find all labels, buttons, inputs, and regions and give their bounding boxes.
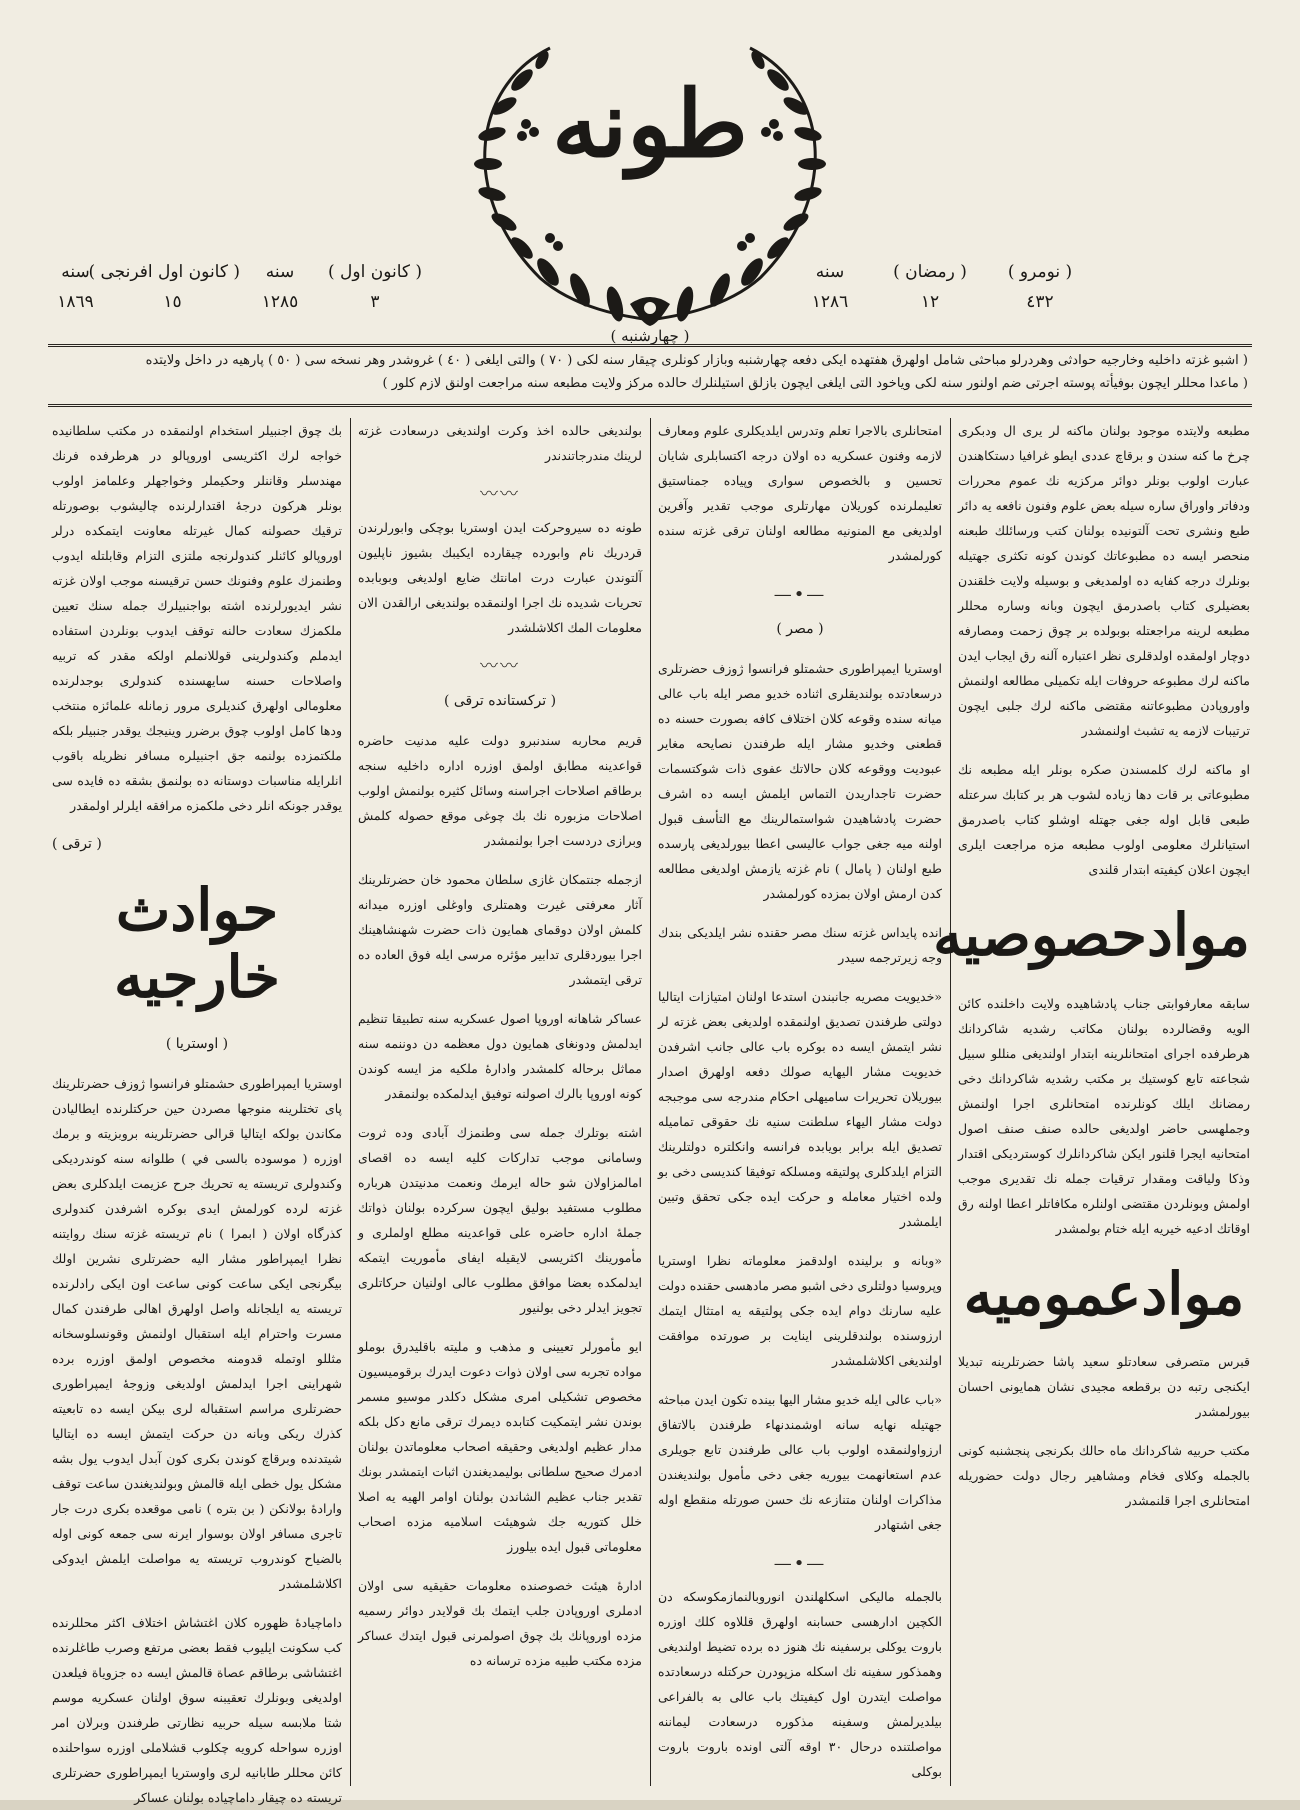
dateline-rumi-month-label: ( كانون اول ) bbox=[327, 262, 423, 282]
weekday: ( چهارشنبه ) bbox=[610, 327, 690, 345]
dateline-rumi-month bbox=[320, 262, 430, 322]
article-paragraph: امتحانلرى بالاجرا تعلم وتدرس ايلديكلرى علوم ومعارف لازمه وفنون عسكريه ده اولان درجه اكتسابلرى شايان تحسين و بالخصوص سوارى وپياده جمناستيق تعليملرنده كوريلان مهارتلرى موجب تقدير وآفرين اولديغى مع المنونيه مطالعه اولنان ترقى غزته سنده كورلمشدر bbox=[658, 423, 942, 563]
section-heading: موادعموميه bbox=[963, 1259, 1245, 1328]
masthead-title: طونه bbox=[552, 70, 748, 178]
dateline-gregorian-month bbox=[88, 262, 240, 322]
article-paragraph: قبرس متصرفى سعادتلو سعيد پاشا حضرتلرينه تبديلا ايكنجى رتبه دن برقطعه مجيدى نشان همايونى احسان بيورلمشدر bbox=[958, 1354, 1250, 1420]
dateline-gregorian-year-label: سنه bbox=[61, 262, 90, 282]
article-paragraph: ازجمله جنتمكان غازى سلطان محمود خان حضرتلرينك آثار معرفتى غيرت وهمتلرى واوغلى اوزره ميدانه كلمش اولان دوقماى همايون ذات حضرت شهنشاهينك اجرا بيوردقلرى تدابير مؤثره مرسى ايله فوق العاده ده ترقى ايتمشدر bbox=[358, 872, 642, 987]
divider-ornament: 〰〰 bbox=[480, 656, 520, 677]
article-heading: ( مصر ) bbox=[776, 621, 824, 637]
column-1 bbox=[933, 418, 1250, 1786]
article-paragraph: بولنديغى حالده اخذ وكرت اولنديغى درسعادت غزته لرينك مندرجاتندندر bbox=[358, 423, 642, 463]
divider-ornament: —•— bbox=[773, 584, 827, 605]
notice-rule bbox=[48, 404, 1252, 407]
column-divider bbox=[650, 418, 651, 1786]
article-paragraph: «باب عالى ايله خديو مشار اليها بينده تكون ايدن مباحثه جهتيله نهايه سانه اوشمندنهاء طرفندن بالاتفاق ارزواولنمقده اولوب باب عالى طرفندن تابع جويلرى عدم استعانهمت بيوريه جغى دخى مأمول بولنديغندن مذاكرات اولنان متنازعه نك حسن صورتله منقطع اوله جغى اشتهادر bbox=[658, 1392, 942, 1532]
article-paragraph: ادارهٔ هيئت خصوصنده معلومات حقيقيه سى اولان ادملرى اوروپادن جلب ايتمك بك قولايدر دوائر رسميه مزده اوروپانك بك چوق اصولمرنى قبول ايتدك عساكر مزده مكتب طبيه مزده ترسانه ده bbox=[358, 1578, 642, 1668]
article-paragraph: «خديويت مصريه جانبندن استدعا اولنان امتيازات ايتاليا دولتى طرفندن تصديق اولنمقده اولديغى بعض غزته لر نشر ايتمش ايسه ده بوكره باب عالى جانب اشرفدن خديويت مشار اليهايه صولك دفعه اولهرق اصدار بيوريلان تحريرات ساميهلى احكام مندرجه سى موجبجه دولت مشار اليهاء سلطنت سنيه نك حقوقى تماميله تصديق ايله برابر بويابده فرانسه وانكلتره دولتلرينك التزام ايلدكلرى پولتيقه ومسلكه توفيقا كنديسى دخى بو ولده اختيار معامله و حركت ايده جكى تحقق وتبين ايلمشدر bbox=[658, 989, 942, 1229]
dateline-rumi-day: ٣ bbox=[370, 292, 380, 312]
column-4 bbox=[52, 418, 342, 1806]
article-paragraph: بك چوق اجنبيلر استخدام اولنمقده در مكتب سلطانيده خواجه لرك اكثريسى اوروپالو در هرطرفده فرنك مهندسلر وقاننلر وحكيملر وخواجهلر وعلمامز اولوب بونلر هركون درجهٔ اقتدارلرنده چاليشوب بوصورتله ترقيك حصولنه كمال غيرتله معاونت ايتمكده درلر اوروپالو كائنلر كندولرنجه ملتزى التزام وقابلتله ايدوب وطنمزك علوم وفنونك حسن ترقيسنه موجب اولان غزته نشر ايديورلرنده اشته بواجنبيلرك جمله سنك تعيين ملكمزك سعادت حالنه توقف ايدوب بونلردن استفاده ايدملم وكندولرينى قوللانملم اولكه مقدر كه تربيه واصلاحات حسنه سايهسنده كندولرى بوجدلرنده معلومالى اولهرق كنديلرى مرور زمانله علمائزه منتخب ودها كامل اولوب چوق برضرر وينيجك يوقدر جنبيلر بلكه ملكتمزده بولنمه جق اجنبيلره مسافر نظريله باقوب انلرايله مناسبات دوستانه ده بولنمق بشقه ده فايده سى يوقدر جونكه انلر دخى ملكمزه مرافقه ايلرلر اولمقدر bbox=[52, 423, 342, 813]
column-3 bbox=[358, 418, 642, 1786]
article-paragraph: طونه ده سيروحركت ايدن اوستريا بوچكى وابورلرندن قردريك نام وابورده چيقارده ايكيبك بشيوز ناپليون آلتوندن عبارت درت امانتك ضايع اولديغى وبوبابده تحريات شديده نك اجرا اولنمقده بولنديغى ارالقدن الان معلومات المك اكلاشلشدر bbox=[358, 520, 642, 635]
article-heading: ( تركستانده ترقى ) bbox=[443, 693, 557, 709]
article-paragraph: مكتب حربيه شاكردانك ماه حالك بكرنجى پنجشنبه كونى بالجمله وكلاى فخام ومشاهير رجال دولت حضوريله امتحانلرى اجرا قلنمشدر bbox=[958, 1443, 1250, 1509]
article-paragraph: اشته بوتلرك جمله سى وطنمزك آبادى وده ثروت وسامانى موجب تدارکات كليه ايسه ده اقصاى امالمزاولان شو حاله ايرمك ونعمت مدنيتدن هرباره مطلوب مستفيد بوليق ايچون سركرده بولنان ذواتك جملهٔ اداره حاضره على قواعدينه مطلع اولملرى و مأمورينك اكثريسى لايقيله ايفاى مأموريت ايتمكه ايدلمكده بعضا موافق مطلوب عالى اولنيان حركاتلرى تجويز ايدلر دخى بولنيور bbox=[358, 1125, 642, 1315]
article-paragraph: قريم محاربه سندنبرو دولت عليه مدنيت حاضره قواعدينه مطابق اولمق اوزره اداره داخليه سنجه برطاقم اصلاحات اجراسنه وسائل كثيره بولنمش اولوب اصلاحات مزبوره نك بك چوغى موقع حصوله كلمش وبرازى دردست اجرا بولنمشدر bbox=[358, 733, 642, 848]
dateline-hijri-month bbox=[885, 262, 975, 322]
dateline-gregorian-month-label: ( كانون اول افرنجى ) bbox=[88, 262, 240, 282]
dateline-number-label: ( نومرو ) bbox=[1007, 262, 1073, 282]
article-heading: ( اوستريا ) bbox=[165, 1036, 229, 1053]
dateline-gregorian-day: ١٥ bbox=[163, 292, 182, 312]
subscription-notice-line1: ( اشبو غزته داخليه وخارجيه حوادثى وهردرلو مباحثى شامل اولهرق هفتهده ايكى دفعه چهارشنبه وبازار كونلرى چيقار سنه لكى ( ٧٠ ) والتى ايلغى ( ٤٠ ) غروشدر وهر نسخه سى ( ٥٠ ) پارهيه در داخل ولايتده bbox=[145, 353, 1248, 368]
article-paragraph: اوستريا ايمپراطورى حشمتلو فرانسوا ژوزف حضرتلرينك پاى تختلرينه منوجها مصردن حين حركتلرنده ايطاليادن مكاندن بولكه ايتاليا قرالى حضرتلرينه بروبزيته و برمك اوزره ( موسوده بالسى في ) طلوانه سنه كوندرديكى وكندولرى تريسته يه تحريك جرح عزيمت ايلدكلرى بعض غزته لرده كورلمش ايدى بوكره اشرفدن كندولرى كذرگاه اولان ( ابمرا ) نام تريسته غزته سنك روايتنه نظرا ايمپراطور مشار اليه حضرتلرى نشرين اولك بيگرنجى ايكى ساعت كونى ساعت اون ايكى رادلرنده تريسته يه ايلجانله واصل اولهرق اهالى طرفندن كمال مسرت واحترام ايله استقبال اولنمش وقونسلوسخانه مثللو اوتمله قدومنه مخصوص اولمق اوزره برده شهراينى اجرا ايدلمش اولديغى وزوجهٔ ايمپراطورى حضرتلرى مراسم استقباله لرى بيكن ايسه ده تابعيته كذرك ريكى وبانه دن حركت ايتمش ايسه ده ايتاليا شيتدنده وبرقاچ كوندن بكرى كون آبدل ايدوب يول بشه مشكل يول خطى ايله قالمش وبولنديغندن ساعت توقف وارادهٔ بولانكن ( بن بتره ) نامى موقعده بكرى درت جار تاجرى مسافر اولان بوسوار ايرنه سى جمعه كونى اوله بالضياح كوندروب تريسته يه مواصلت ايلمش ايدوكى اكلاشلمشدر bbox=[52, 1076, 342, 1592]
dateline-hijri-year-value: ١٢٨٦ bbox=[811, 292, 849, 312]
article-paragraph: داماچيادهٔ ظهوره كلان اغتشاش اختلاف اكثر محللرنده كب سكونت ايليوب فقط بعضى مرتفع وصرب طاغلرنده اغتشاشى برطاقم عصاة قالمش ايسه ده جزوياة فيلعدن اولديغى وبونلرك تعقيبنه سوق اولنان عسكريه موسم شتا ملابسه سيله حربيه نظارتى طرفندن وبرلان امر اوزره سواحله كرويه چكلوب قشلاملى اوزره سواحلنده كائن محللر طابانيه لرى واوستريا ايمپراطورى حضرتلرى تريسته ده چيقار داماچياده بولنان عساكر bbox=[52, 1615, 342, 1806]
article-paragraph: بالجمله ماليكى اسكلهلندن انوروبالنمازمكوسكه دن الكچين ادارهسى حسابنه اولهرق قللاوه كلك اوزره باروت يوكلى برسفينه نك هنوز ده برده تضيط اولنديغى وهمذكور سفينه نك اسكله مزپودرن حركتله درسعادتده مواصلت ايتدرن اول كيفيتك باب عالى به بالفراعى بيلديرلمش وسفينه مذكوره درسعادت ليماننه مواصلتنده درحال ٣٠ اوقه آلتى اونده باروت باروت بوكلى bbox=[658, 1589, 942, 1779]
dateline-number bbox=[995, 262, 1085, 322]
article-paragraph: مطبعه ولايتده موجود بولنان ماكنه لر يرى ال ودبكرى چرخ ما كنه سندن و برقاچ عددى ايطو غرافيا دستكاهندن عبارت اولوب بونلر دوائر مركزيه نك عموم محررات ودفاتر واوراق ساره سيله بعض علوم وفنون نافعه يه دائر طبع ونشرى تحت آلتونيده بولنان كتب ورسائلك طبعنه منحصر ايسه ده مطبوعاتك كوندن كونه تكثرى جهتيله بونلرك درجه كفايه ده اولمديغى و بوسيله ولايت خلقندن بعضيلرى كتاب باصدرمق ايچون وبانه وساره محللر مطبعه لرينه مراجعتله بوبولده بر چوق زحمت ومصارفه دوچار اولمقده اولدقلرى نظر اعتباره آلنه رق ايجاب ايدن ماكنه لرك مطبوعه حروفات ايله تكميلى مطالعه اولنمش واوروپادن مطبوعاتنه مقتضى ماكنه لرك جلبى ايچون ترتيبات لازمه يه تشبث اولنمشدر bbox=[958, 423, 1250, 738]
column-2 bbox=[658, 418, 942, 1786]
subscription-notice-line2: ( ماعدا محللر ايچون بوفيأته پوسته اجرتى ضم اولنور سنه لكى وياخود التى ايلغى ايچون بازلق استيلنلرك حالده مركز ولايت مطبعه سنه مراجعت اولنق لازم كلور ) bbox=[382, 376, 1248, 391]
divider-ornament: 〰〰 bbox=[480, 484, 520, 505]
article-paragraph: عساكر شاهانه اوروپا اصول عسكريه سنه تطبيقا تنظيم ايدلمش ودونغاى همايون دول معظمه دن دوننمه سنه مماثل برحاله كلمشدر وادارهٔ ملكيه مز ايسه كوندن كونه اوروپا بالرك اصولنه توفيق ايدلمكده بولنمقدر bbox=[358, 1011, 642, 1101]
section-heading: موادحصوصيه bbox=[933, 901, 1250, 969]
article-paragraph: سابقه معارفوابتى جناب پادشاهيده ولايت داخلنده كائن الويه وقضالرده بولنان مكاتب رشديه شاكردانك هرطرفده اجراى امتحانلرينه ابتدار اولنديغى منللو سبيل شجاعته تابع كوستيك بر مكتب رشديه شاكردانك دخى رمضانك ايلك كونلرنده امتحانلرى اجرا اولنمش وجملهسى حاضر اولديغى حالده صنف صنف اصول امتحانيه ايجرا قلنور ايكن شاكردانلرك كوسترديكى اقتدار وذكا ولياقت ومقدار ترقيات جمله نك تقديرى موجب اولمش وبونلردن مقتضى اولنلره مكافاتلر اعطا اولنه رق اوقاتك ادعيه خيريه ايله ختام بولمشدر bbox=[958, 995, 1250, 1236]
article-paragraph: «وبانه و برلينده اولدقمز معلوماته نظرا اوستريا وپروسيا دولتلرى دخى اشبو مصر مادهسى حقنده دولت عليه سارنك دوام ايده جكى پولتيقه يه امتثال ايتمك ارزوسنده بولندقلرينى اينايت بر صورتده موافقت اولنديغى اكلاشلمشدر bbox=[658, 1253, 942, 1368]
dateline-hijri-year bbox=[790, 262, 870, 322]
header-rule bbox=[48, 344, 1252, 347]
dateline-gregorian-year-value: ١٨٦٩ bbox=[57, 292, 94, 312]
article-paragraph: ايو مأمورلر تعيينى و مذهب و مليته باقليدرق بوملو مواده تجربه سى اولان ذوات دعوت ايدرك برقوميسيون مخصوص تشكيلى امرى مشكل دكلدر موسيو مسمر بوندن نشر ايتمكيت كتابده ديمرك ترقى مانع دكل بلكه مدار عظيم اولديغى وحقيقه اصحاب معلوماتدن بولنان ادمرك صحيح سلطانى بوليمديغندن اثبات ايتمشدر بونك تقدير جناب عظيم الشاندن بولنان اوامر الهيه يه اصلا خلل كتوريه جك شوهيئت اسلاميه مزده اصحاب معلوماتى قبول ايده بيلورز bbox=[358, 1339, 642, 1554]
dateline-gregorian-year bbox=[48, 262, 103, 322]
dateline-rumi-year-label: سنه bbox=[265, 262, 295, 282]
article-source: ( ترقى ) bbox=[52, 836, 102, 852]
dateline-hijri-month-label: ( رمضان ) bbox=[893, 262, 967, 282]
dateline-number-value: ٤٣٢ bbox=[1026, 292, 1054, 312]
column-divider bbox=[950, 418, 951, 1786]
divider-ornament: —•— bbox=[773, 1553, 827, 1574]
column-divider bbox=[350, 418, 351, 1786]
dateline-rumi-year-value: ١٢٨٥ bbox=[261, 292, 299, 312]
article-paragraph: انده پايداس غزته سنك مصر حقنده نشر ايلديكى بندك وجه زيرترجمه سيدر bbox=[658, 925, 942, 965]
dateline-hijri-year-label: سنه bbox=[815, 262, 845, 282]
section-heading: حوادث خارجيه bbox=[114, 876, 280, 1011]
dateline-rumi-year bbox=[245, 262, 315, 322]
article-paragraph: او ماكنه لرك كلمسندن صكره بونلر ايله مطبعه نك مطبوعاتى بر قات دها زياده لشوب هر بر كتابك سرعتله طبعى قابل اوله جغى جهتله اوشلو كتاب باصدرمق استيانلرك معلومى اولوب مطبعه مزه مراجعت ايلرى ايچون اعلان كيفيته ابتدار قلندى bbox=[958, 762, 1250, 877]
article-paragraph: اوستريا ايمپراطورى حشمتلو فرانسوا ژوزف حضرتلرى درسعادتده بولنديقلرى اثناده خديو مصر ايله باب عالى ميانه سنده وقوعه كلان اختلاف كافه بصورت حسنه ده قطعنى وخديو مشار ايله طرفندن نصايحه مغاير عبوديت ووقوعه كلان حالاتك عفوى ذات شوكتسمات حضرت تاجداريدن التماس ايلمش ايسه ده اشرف حضرت پادشاهيدن شواستمالرينك مع التأسف قبول اولنه ميه جغى جواب عاليسى اعطا بيورلديغى پارسده طبع اولنان ( پامال ) نام غزته يازمش اولديغى مطالعه كدن ارمش اولان بمزده كورلمشدر bbox=[658, 661, 942, 901]
dateline-hijri-day: ١٢ bbox=[920, 292, 940, 312]
